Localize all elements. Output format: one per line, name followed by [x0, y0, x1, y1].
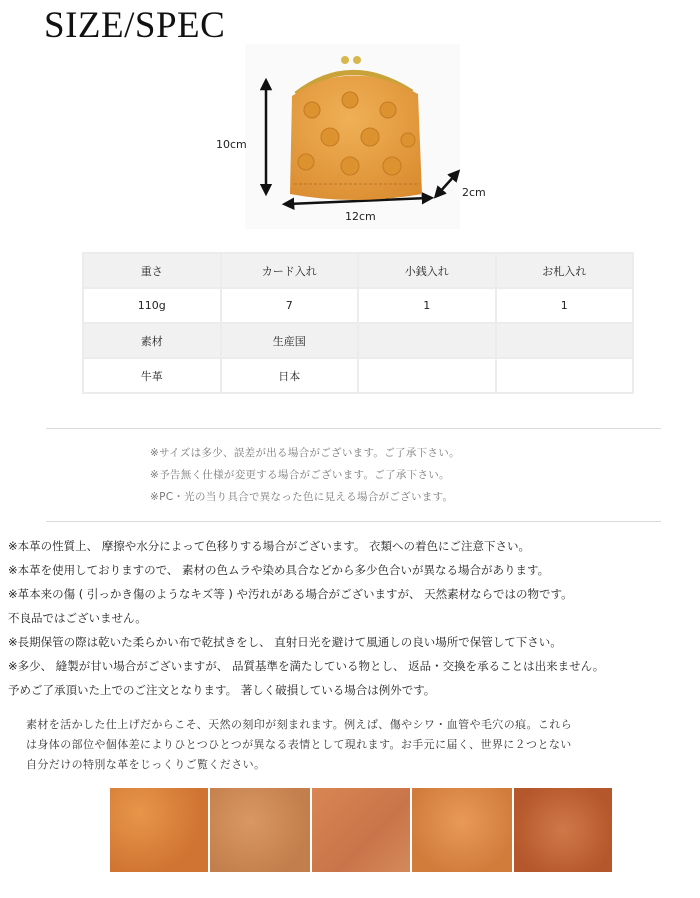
table-cell [358, 323, 496, 358]
width-label: 12cm [345, 210, 376, 223]
table-cell: カード入れ [221, 253, 359, 288]
leather-swatch [210, 788, 310, 872]
table-cell: 7 [221, 288, 359, 323]
clasp-knob-right [353, 56, 361, 64]
warning-line: ※長期保管の際は乾いた柔らかい布で乾拭きをし、 直射日光を避けて風通しの良い場所で保管して下さい。 [8, 635, 562, 649]
table-row [83, 358, 633, 393]
warning-line: 不良品ではございません。 [8, 611, 147, 625]
table-row [83, 288, 633, 323]
divider [46, 428, 661, 429]
table-cell: 110g [83, 288, 221, 323]
table-cell: 1 [358, 288, 496, 323]
description-line: は身体の部位や個体差によりひとつひとつが異なる表情として現れます。お手元に届く、世界に２つとない [26, 738, 572, 751]
table-row [83, 323, 633, 358]
table-cell: 素材 [83, 323, 221, 358]
warning-line: ※革本来の傷 ( 引っかき傷のようなキズ等 ) や汚れがある場合がございますが、 天然素材ならではの物です。 [8, 587, 573, 601]
divider [46, 521, 661, 522]
depth-label: 2cm [462, 186, 486, 199]
note-spec-change: ※予告無く仕様が変更する場合がございます。ご了承下さい。 [150, 469, 450, 481]
warning-line: ※本革を使用しておりますので、 素材の色ムラや染め具合などから多少色合いが異なる場合があります。 [8, 563, 550, 577]
table-cell: 小銭入れ [358, 253, 496, 288]
warning-line: 予めご了承頂いた上でのご注文となります。 著しく破損している場合は例外です。 [8, 683, 436, 697]
table-cell: 生産国 [221, 323, 359, 358]
table-cell: 1 [496, 288, 634, 323]
description-line: 素材を活かした仕上げだからこそ、天然の刻印が刻まれます。例えば、傷やシワ・血管や毛穴の痕。これら [26, 718, 573, 731]
leather-swatch [312, 788, 410, 872]
table-cell: 重さ [83, 253, 221, 288]
leather-swatch [514, 788, 612, 872]
note-color: ※PC・光の当り具合で異なった色に見える場合がございます。 [150, 491, 454, 503]
table-cell [496, 323, 634, 358]
leather-swatch [110, 788, 208, 872]
leather-swatch [412, 788, 512, 872]
table-cell: お札入れ [496, 253, 634, 288]
table-row [83, 253, 633, 288]
height-label: 10cm [216, 138, 247, 151]
page-title: SIZE/SPEC [44, 5, 226, 46]
description-line: 自分だけの特別な革をじっくりご覧ください。 [26, 758, 266, 771]
warning-line: ※多少、 縫製が甘い場合がございますが、 品質基準を満たしている物とし、 返品・交換を承ることは出来ません。 [8, 659, 605, 673]
clasp-knob-left [341, 56, 349, 64]
table-cell [358, 358, 496, 393]
note-size: ※サイズは多少、誤差が出る場合がございます。ご了承下さい。 [150, 447, 460, 459]
spec-table [82, 252, 634, 394]
table-cell: 牛革 [83, 358, 221, 393]
table-cell: 日本 [221, 358, 359, 393]
table-cell [496, 358, 634, 393]
warning-line: ※本革の性質上、 摩擦や水分によって色移りする場合がございます。 衣類への着色にご注意下さい。 [8, 539, 531, 553]
